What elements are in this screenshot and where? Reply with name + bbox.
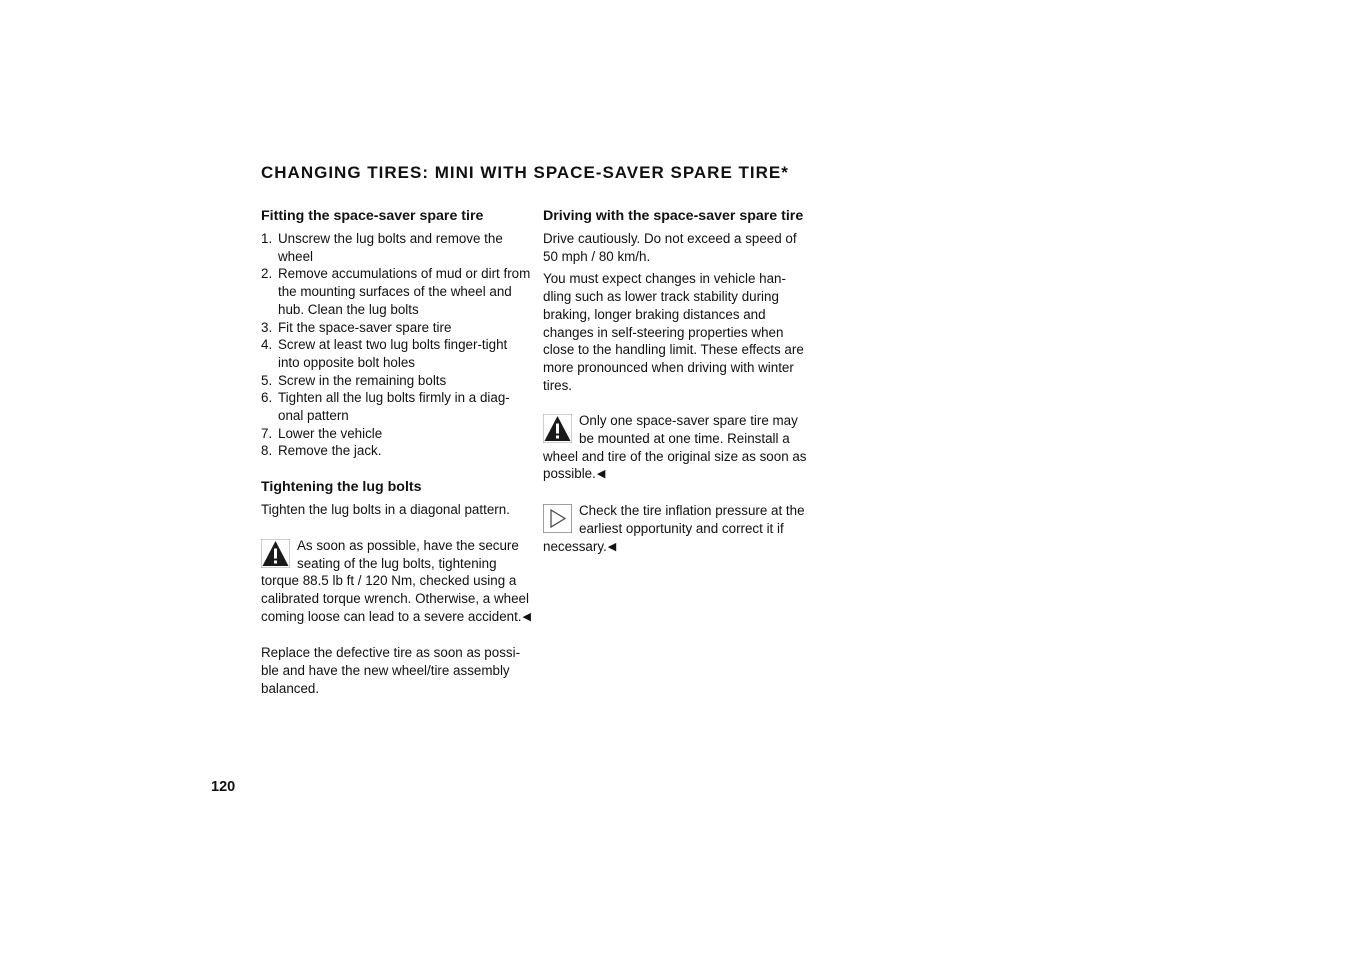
tightening-text: Tighten the lug bolts in a diagonal pattern. [261,502,510,518]
step-number: 2. [261,266,273,282]
warning-text: Only one space-saver spare tire may be mounted at one time. Reinstall a wheel and tire of the original size as soon as possible. [543,413,807,482]
list-item [261,319,531,337]
tightening-heading: Tightening the lug bolts [261,479,422,496]
fitting-steps-list [261,230,531,460]
step-text: Remove accumulations of mud or dirt from the mounting surfaces of the wheel and hub. Clean the lug bolts [278,266,531,317]
end-mark-icon: ◀ [607,540,617,553]
driving-heading: Driving with the space-saver spare tire [543,208,804,224]
note-text: Check the tire inflation pressure at the earliest opportunity and correct it if necessary. [543,503,805,554]
handling-text: You must expect changes in vehicle han-dling such as lower track stability during braking, longer braking distances and changes in self-steering properties when close to the handling limit. These effects are more pronounced when driving with winter tires. [543,271,804,393]
page-title: CHANGING TIRES: MINI WITH SPACE-SAVER SPARE TIRE* [261,163,789,182]
step-text: Remove the jack. [278,443,382,459]
step-number: 3. [261,319,273,335]
step-text: Screw at least two lug bolts finger-tight into opposite bolt holes [278,337,508,370]
note-arrow-icon [543,504,572,533]
end-mark-icon: ◀ [522,610,531,623]
warning-text: As soon as possible, have the secure seating of the lug bolts, tightening torque 88.5 lb ft / 120 Nm, checked using a calibrated torque wrench. Otherwise, a wheel coming loose can lead to a severe accident. [261,537,529,624]
warning-triangle-icon [543,414,572,443]
list-item [261,336,531,371]
step-number: 6. [261,390,273,406]
list-item [261,425,531,443]
list-item [261,265,531,318]
step-number: 4. [261,337,273,353]
tightening-warning [261,537,531,627]
step-number: 5. [261,372,273,388]
step-number: 1. [261,231,273,246]
fitting-heading: Fitting the space-saver spare tire [261,208,484,224]
list-item [261,230,531,265]
list-item [261,389,531,424]
step-text: Screw in the remaining bolts [278,372,447,388]
step-text: Unscrew the lug bolts and remove the wheel [278,231,503,264]
step-number: 8. [261,443,273,459]
page-number: 120 [211,779,236,795]
left-column [261,206,531,697]
right-column [543,206,813,556]
spare-tire-warning [543,412,813,484]
step-text: Lower the vehicle [278,425,383,441]
step-number: 7. [261,425,273,441]
inflation-note [543,502,813,556]
step-text: Fit the space-saver spare tire [278,319,452,335]
end-mark-icon: ◀ [596,468,606,481]
replace-text: Replace the defective tire as soon as possi-ble and have the new wheel/tire assembly balanced. [261,645,521,696]
step-text: Tighten all the lug bolts firmly in a diag-onal pattern [278,390,510,424]
list-item [261,442,531,460]
warning-triangle-icon [261,539,290,568]
list-item [261,372,531,390]
speed-text: Drive cautiously. Do not exceed a speed of 50 mph / 80 km/h. [543,231,797,264]
